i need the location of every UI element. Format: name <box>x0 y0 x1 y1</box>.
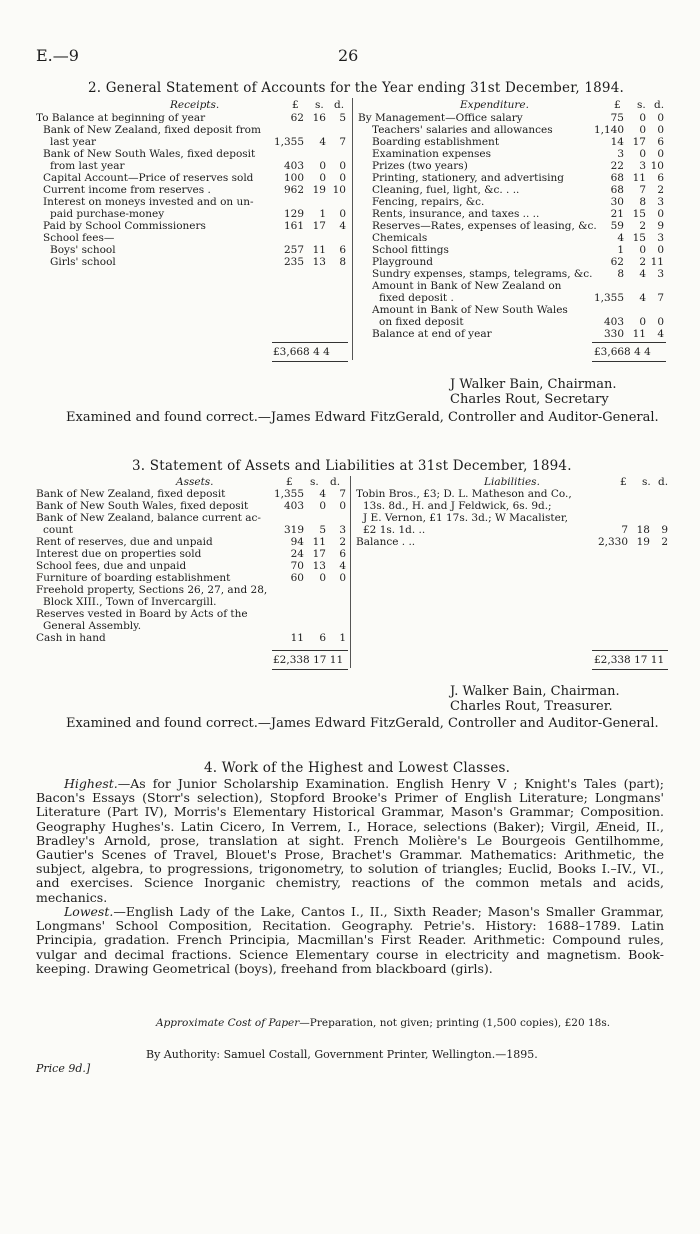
expenditure-amount: 30 <box>610 196 624 208</box>
expenditure-amount: 11 <box>632 172 646 184</box>
receipt-amount: 0 <box>319 172 326 184</box>
asset-amount: 3 <box>339 524 346 536</box>
expenditure-amount: 68 <box>610 184 624 196</box>
receipt-row <box>36 256 346 268</box>
cur3-pence: d. <box>330 476 341 488</box>
chairman-signature: J Walker Bain, Chairman. <box>450 377 617 392</box>
expenditure-amount: 403 <box>603 316 624 328</box>
total3-rule-right <box>592 650 668 651</box>
receipt-row <box>36 148 346 160</box>
expenditure-label: School fittings <box>372 244 449 256</box>
receipt-row <box>36 232 346 244</box>
expenditure-amount: 2 <box>639 220 646 232</box>
expenditure-row <box>358 184 664 196</box>
expenditure-amount: 10 <box>650 160 664 172</box>
asset-label: Bank of New Zealand, fixed deposit <box>36 488 226 500</box>
asset-label: Rent of reserves, due and unpaid <box>36 536 213 548</box>
expenditure-row <box>358 196 664 208</box>
total-rule-left <box>272 342 348 343</box>
expenditure-row <box>358 136 664 148</box>
cur3-pounds: £ <box>286 476 293 488</box>
expenditure-amount: 14 <box>610 136 624 148</box>
receipt-amount: 0 <box>339 172 346 184</box>
asset-label: Interest due on properties sold <box>36 548 202 560</box>
receipts-list <box>36 112 346 268</box>
cur-pounds-r: £ <box>614 99 621 111</box>
expenditure-label: Examination expenses <box>372 148 492 160</box>
receipt-amount: 6 <box>339 244 346 256</box>
section-3-title: 3. Statement of Assets and Liabilities at 31st December, 1894. <box>132 458 572 474</box>
expenditure-row <box>358 268 664 280</box>
total-rule-right <box>592 342 666 343</box>
section-4-title: 4. Work of the Highest and Lowest Classes. <box>204 760 511 776</box>
cur-shillings-r: s. <box>637 99 646 111</box>
receipt-label: last year <box>50 136 96 148</box>
expenditure-amount: 3 <box>657 268 664 280</box>
liability-row <box>356 512 668 524</box>
asset-label: Furniture of boarding establishment <box>36 572 231 584</box>
cur-pence: d. <box>334 99 345 111</box>
receipt-label: Paid by School Commissioners <box>43 220 206 232</box>
expenditure-amount: 3 <box>639 160 646 172</box>
expenditure-amount: 0 <box>639 244 646 256</box>
liability-row <box>356 536 668 548</box>
column-divider-3 <box>350 476 351 668</box>
expenditure-amount: 7 <box>639 184 646 196</box>
expenditure-amount: 2 <box>657 184 664 196</box>
asset-row <box>36 512 346 524</box>
expenditure-list <box>358 112 664 340</box>
cur3-shillings: s. <box>310 476 319 488</box>
expenditure-row <box>358 328 664 340</box>
lowest-text: —English Lady of the Lake, Cantos I., II., Sixth Reader; Mason's Smaller Grammar, Longmans' School Composition, Recitation. Geography. Petrie's. History: 1688–1789. Latin Principia, gradation. French Principia, Macmillan's First Reader. Arithmetic: Compound rules, vulgar and decimal fractions. Science Elementary course in electricity and magnetism. Book-keeping. Drawing Geometrical (boys), freehand from blackboard (girls). <box>36 904 664 976</box>
expenditure-heading: Expenditure. <box>460 99 529 111</box>
expenditure-amount: 7 <box>657 292 664 304</box>
total3-underline-left <box>272 669 348 670</box>
secretary-signature: Charles Rout, Secretary <box>450 392 609 407</box>
page-number: 26 <box>338 46 359 65</box>
total3-rule-left <box>272 650 348 651</box>
expenditure-amount: 3 <box>617 148 624 160</box>
liability-label: Balance . .. <box>356 536 416 548</box>
asset-amount: 11 <box>290 632 304 644</box>
expenditure-row <box>358 304 664 316</box>
asset-label: School fees, due and unpaid <box>36 560 187 572</box>
receipt-label: To Balance at beginning of year <box>36 112 206 124</box>
expenditure-amount: 6 <box>657 136 664 148</box>
liability-label: J E. Vernon, £1 17s. 3d.; W Macalister, <box>363 512 569 524</box>
receipt-row <box>36 208 346 220</box>
receipt-row <box>36 124 346 136</box>
asset-label: General Assembly. <box>43 620 142 632</box>
lowest-label: Lowest. <box>64 904 114 919</box>
receipt-amount: 962 <box>283 184 304 196</box>
expenditure-amount: 1 <box>617 244 624 256</box>
receipt-amount: 1,355 <box>273 136 304 148</box>
asset-amount: 0 <box>319 572 326 584</box>
expenditure-row <box>358 292 664 304</box>
expenditure-amount: 0 <box>657 148 664 160</box>
asset-label: Freehold property, Sections 26, 27, and 28, <box>36 584 268 596</box>
expenditure-label: Prizes (two years) <box>372 160 468 172</box>
asset-row <box>36 560 346 572</box>
expenditure-row <box>358 232 664 244</box>
expenditure-label: fixed deposit . <box>379 292 454 304</box>
asset-amount: 17 <box>312 548 326 560</box>
receipt-amount: 10 <box>332 184 346 196</box>
liability-label: Tobin Bros., £3; D. L. Matheson and Co., <box>356 488 572 500</box>
asset-label: Cash in hand <box>36 632 106 644</box>
cur3-pounds-r: £ <box>620 476 627 488</box>
expenditure-amount: 9 <box>657 220 664 232</box>
treasurer-signature: Charles Rout, Treasurer. <box>450 699 613 714</box>
expenditure-row <box>358 280 664 292</box>
receipt-amount: 0 <box>319 160 326 172</box>
liability-amount: 19 <box>636 536 650 548</box>
asset-amount: 1 <box>339 632 346 644</box>
expenditure-total: £3,668 4 4 <box>594 346 651 358</box>
receipt-label: Girls' school <box>50 256 116 268</box>
expenditure-amount: 22 <box>610 160 624 172</box>
receipt-label: Bank of New Zealand, fixed deposit from <box>43 124 261 136</box>
expenditure-label: Balance at end of year <box>372 328 492 340</box>
asset-row <box>36 488 346 500</box>
expenditure-amount: 0 <box>639 112 646 124</box>
receipt-label: paid purchase-money <box>50 208 165 220</box>
cur-pounds: £ <box>292 99 299 111</box>
receipt-row <box>36 184 346 196</box>
asset-label: Bank of New Zealand, balance current ac- <box>36 512 261 524</box>
receipt-amount: 7 <box>339 136 346 148</box>
printer-authority: By Authority: Samuel Costall, Government Printer, Wellington.—1895. <box>146 1048 538 1061</box>
expenditure-label: Chemicals <box>372 232 428 244</box>
asset-amount: 60 <box>290 572 304 584</box>
expenditure-amount: 4 <box>639 292 646 304</box>
expenditure-label: Reserves—Rates, expenses of leasing, &c. <box>372 220 597 232</box>
expenditure-label: By Management—Office salary <box>358 112 523 124</box>
receipt-amount: 0 <box>339 160 346 172</box>
expenditure-amount: 0 <box>657 244 664 256</box>
expenditure-label: Fencing, repairs, &c. <box>372 196 485 208</box>
expenditure-amount: 0 <box>639 316 646 328</box>
asset-row <box>36 572 346 584</box>
asset-amount: 403 <box>283 500 304 512</box>
expenditure-label: Cleaning, fuel, light, &c. . .. <box>372 184 520 196</box>
expenditure-amount: 68 <box>610 172 624 184</box>
examined-statement: Examined and found correct.—James Edward FitzGerald, Controller and Auditor-General. <box>66 410 659 425</box>
expenditure-row <box>358 244 664 256</box>
asset-amount: 319 <box>283 524 304 536</box>
receipt-amount: 403 <box>283 160 304 172</box>
price: Price 9d.] <box>36 1062 91 1075</box>
highest-class-paragraph <box>36 777 664 905</box>
expenditure-amount: 21 <box>610 208 624 220</box>
total-underline-right <box>592 361 666 362</box>
asset-row <box>36 620 346 632</box>
expenditure-row <box>358 112 664 124</box>
approximate-cost <box>156 1017 610 1029</box>
receipt-label: from last year <box>50 160 125 172</box>
liability-amount: 7 <box>621 524 628 536</box>
assets-list <box>36 488 346 644</box>
column-divider <box>352 98 353 360</box>
receipt-label: Boys' school <box>50 244 116 256</box>
expenditure-amount: 0 <box>657 124 664 136</box>
asset-row <box>36 524 346 536</box>
asset-amount: 70 <box>290 560 304 572</box>
receipt-amount: 257 <box>283 244 304 256</box>
asset-amount: 13 <box>312 560 326 572</box>
asset-label: Reserves vested in Board by Acts of the <box>36 608 248 620</box>
asset-amount: 0 <box>339 500 346 512</box>
expenditure-label: Boarding establishment <box>372 136 500 148</box>
approximate-cost-text: —Preparation, not given; printing (1,500 copies), £20 18s. <box>299 1017 611 1029</box>
section-2-title: 2. General Statement of Accounts for the Year ending 31st December, 1894. <box>88 80 625 96</box>
receipt-amount: 0 <box>339 208 346 220</box>
cur3-pence-r: d. <box>658 476 669 488</box>
expenditure-amount: 8 <box>639 196 646 208</box>
receipt-row <box>36 136 346 148</box>
expenditure-amount: 3 <box>657 196 664 208</box>
receipt-amount: 11 <box>312 244 326 256</box>
asset-label: Bank of New South Wales, fixed deposit <box>36 500 249 512</box>
expenditure-amount: 3 <box>657 232 664 244</box>
asset-amount: 24 <box>290 548 304 560</box>
asset-amount: 1,355 <box>273 488 304 500</box>
receipt-row <box>36 220 346 232</box>
receipt-amount: 100 <box>283 172 304 184</box>
expenditure-amount: 15 <box>632 232 646 244</box>
asset-amount: 11 <box>312 536 326 548</box>
document-code: E.—9 <box>36 46 79 65</box>
receipt-amount: 16 <box>312 112 326 124</box>
receipt-row <box>36 196 346 208</box>
expenditure-label: Rents, insurance, and taxes .. .. <box>372 208 540 220</box>
expenditure-amount: 11 <box>632 328 646 340</box>
expenditure-amount: 62 <box>610 256 624 268</box>
expenditure-amount: 0 <box>657 208 664 220</box>
expenditure-row <box>358 160 664 172</box>
lowest-class-paragraph <box>36 905 664 976</box>
expenditure-amount: 75 <box>610 112 624 124</box>
asset-amount: 0 <box>339 572 346 584</box>
expenditure-label: Teachers' salaries and allowances <box>372 124 553 136</box>
receipt-amount: 4 <box>319 136 326 148</box>
expenditure-row <box>358 124 664 136</box>
highest-label: Highest. <box>64 776 118 791</box>
expenditure-label: Sundry expenses, stamps, telegrams, &c. <box>372 268 593 280</box>
receipt-label: Bank of New South Wales, fixed deposit <box>43 148 256 160</box>
asset-amount: 4 <box>319 488 326 500</box>
asset-amount: 6 <box>339 548 346 560</box>
asset-label: count <box>43 524 73 536</box>
liability-amount: 9 <box>661 524 668 536</box>
receipt-row <box>36 112 346 124</box>
receipt-amount: 13 <box>312 256 326 268</box>
total3-underline-right <box>592 669 668 670</box>
receipt-amount: 19 <box>312 184 326 196</box>
expenditure-amount: 330 <box>603 328 624 340</box>
approximate-cost-label: Approximate Cost of Paper <box>156 1017 300 1029</box>
receipt-amount: 62 <box>290 112 304 124</box>
expenditure-row <box>358 220 664 232</box>
liability-label: £2 1s. 1d. .. <box>363 524 426 536</box>
expenditure-amount: 17 <box>632 136 646 148</box>
expenditure-amount: 8 <box>617 268 624 280</box>
receipt-label: Interest on moneys invested and on un- <box>43 196 254 208</box>
highest-text: —As for Junior Scholarship Examination. English Henry V ; Knight's Tales (part); Bacon's Essays (Storr's selection), Stopford Brooke's Primer of English Literature; Longmans' Literature (Part IV), Morris's Elementary Historical Grammar, Mason's Grammar; Composition. Geography Hughes's. Latin Cicero, In Verrem, I., Horace, selections (Baker); Virgil, Æneid, II., Bradley's Arnold, prose, translation at sight. French Molière's Le Bourgeois Gentilhomme, Gautier's Scenes of Travel, Blouet's Prose, Brachet's Grammar. Mathematics: Arithmetic, the subject, algebra, to progressions, trigonometry, to solution of triangles; Euclid, Books I.–IV., VI., and exercises. Science Inorganic chemistry, reactions of the common metals and acids, mechanics. <box>36 776 664 905</box>
chairman-signature-3: J. Walker Bain, Chairman. <box>450 684 620 699</box>
receipt-amount: 5 <box>339 112 346 124</box>
asset-amount: 6 <box>319 632 326 644</box>
expenditure-row <box>358 208 664 220</box>
receipt-amount: 161 <box>283 220 304 232</box>
liabilities-heading: Liabilities. <box>484 476 540 488</box>
expenditure-label: Playground <box>372 256 433 268</box>
receipt-amount: 4 <box>339 220 346 232</box>
expenditure-amount: 11 <box>650 256 664 268</box>
receipt-amount: 1 <box>319 208 326 220</box>
liability-label: 13s. 8d., H. and J Feldwick, 6s. 9d.; <box>363 500 552 512</box>
expenditure-amount: 4 <box>657 328 664 340</box>
liability-row <box>356 524 668 536</box>
asset-row <box>36 632 346 644</box>
liabilities-total: £2,338 17 11 <box>594 654 665 666</box>
total-underline-left <box>272 361 348 362</box>
liability-amount: 2,330 <box>597 536 628 548</box>
receipt-amount: 235 <box>283 256 304 268</box>
expenditure-label: on fixed deposit <box>379 316 464 328</box>
receipts-heading: Receipts. <box>170 99 220 111</box>
asset-label: Block XIII., Town of Invercargill. <box>43 596 217 608</box>
expenditure-label: Printing, stationery, and advertising <box>372 172 564 184</box>
expenditure-amount: 0 <box>639 124 646 136</box>
receipts-total: £3,668 4 4 <box>273 346 330 358</box>
liability-row <box>356 500 668 512</box>
expenditure-amount: 4 <box>617 232 624 244</box>
expenditure-amount: 1,355 <box>593 292 624 304</box>
expenditure-label: Amount in Bank of New Zealand on <box>372 280 562 292</box>
asset-amount: 2 <box>339 536 346 548</box>
expenditure-amount: 2 <box>639 256 646 268</box>
asset-row <box>36 596 346 608</box>
expenditure-amount: 15 <box>632 208 646 220</box>
receipt-label: Current income from reserves . <box>43 184 211 196</box>
receipt-amount: 8 <box>339 256 346 268</box>
expenditure-row <box>358 256 664 268</box>
cur3-shillings-r: s. <box>642 476 651 488</box>
asset-amount: 4 <box>339 560 346 572</box>
assets-total: £2,338 17 11 <box>273 654 344 666</box>
asset-row <box>36 536 346 548</box>
asset-row <box>36 500 346 512</box>
asset-amount: 0 <box>319 500 326 512</box>
receipt-row <box>36 244 346 256</box>
liability-row <box>356 488 668 500</box>
liability-amount: 18 <box>636 524 650 536</box>
expenditure-amount: 0 <box>657 112 664 124</box>
cur-shillings: s. <box>315 99 324 111</box>
receipt-row <box>36 172 346 184</box>
liability-amount: 2 <box>661 536 668 548</box>
expenditure-amount: 6 <box>657 172 664 184</box>
expenditure-row <box>358 148 664 160</box>
expenditure-amount: 59 <box>610 220 624 232</box>
asset-amount: 7 <box>339 488 346 500</box>
expenditure-amount: 4 <box>639 268 646 280</box>
asset-row <box>36 548 346 560</box>
expenditure-amount: 0 <box>639 148 646 160</box>
receipt-row <box>36 160 346 172</box>
receipt-amount: 17 <box>312 220 326 232</box>
expenditure-amount: 0 <box>657 316 664 328</box>
asset-amount: 5 <box>319 524 326 536</box>
assets-heading: Assets. <box>176 476 214 488</box>
receipt-amount: 129 <box>283 208 304 220</box>
asset-amount: 94 <box>290 536 304 548</box>
liabilities-list <box>356 488 668 548</box>
expenditure-amount: 1,140 <box>593 124 624 136</box>
expenditure-row <box>358 172 664 184</box>
receipt-label: School fees— <box>43 232 115 244</box>
receipt-label: Capital Account—Price of reserves sold <box>43 172 254 184</box>
cur-pence-r: d. <box>654 99 665 111</box>
asset-row <box>36 584 346 596</box>
examined-statement-3: Examined and found correct.—James Edward FitzGerald, Controller and Auditor-General. <box>66 716 659 731</box>
expenditure-row <box>358 316 664 328</box>
expenditure-label: Amount in Bank of New South Wales <box>372 304 568 316</box>
asset-row <box>36 608 346 620</box>
